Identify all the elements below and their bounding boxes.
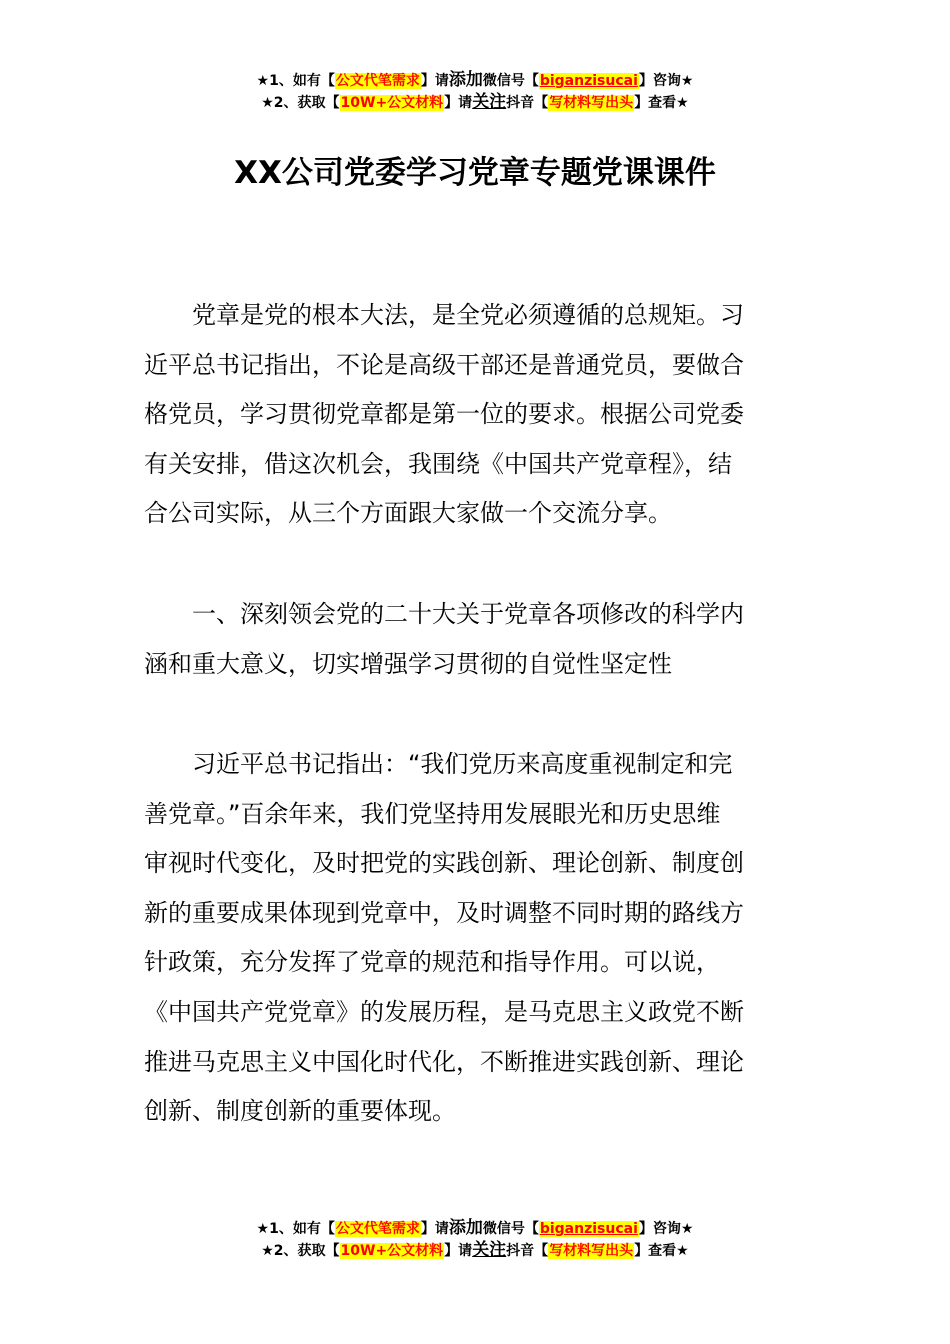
wechat-id-link[interactable]: biganzisucai bbox=[539, 73, 638, 89]
banner-text: ★1、如有【 bbox=[256, 1221, 335, 1237]
text-line: 近平总书记指出，不论是高级干部还是普通党员，要做合 bbox=[144, 350, 744, 379]
banner-text: 微信号【 bbox=[482, 1221, 539, 1237]
wechat-id-link[interactable]: biganzisucai bbox=[539, 1221, 638, 1237]
banner-text: 】咨询★ bbox=[638, 1221, 694, 1237]
banner-text: 抖音【 bbox=[506, 95, 549, 111]
banner-emphasis: 关注 bbox=[472, 92, 507, 112]
text-line: 党章是党的根本大法，是全党必须遵循的总规矩。习 bbox=[144, 301, 744, 329]
text-line: 审视时代变化，及时把党的实践创新、理论创新、制度创 bbox=[144, 849, 744, 878]
banner-text: 】请 bbox=[444, 95, 473, 111]
text-line: 推进马克思主义中国化时代化，不断推进实践创新、理论 bbox=[144, 1047, 744, 1076]
douyin-account: 写材料写出头 bbox=[549, 95, 634, 111]
paragraph-intro bbox=[144, 291, 808, 539]
banner-line-2 bbox=[0, 91, 950, 113]
text-line: 善党章。”百余年来，我们党坚持用发展眼光和历史思维 bbox=[144, 799, 721, 828]
text-line: 合公司实际，从三个方面跟大家做一个交流分享。 bbox=[144, 499, 672, 528]
banner-line-1 bbox=[0, 1217, 950, 1239]
banner-text: 】请 bbox=[444, 1243, 473, 1259]
banner-emphasis: 添加 bbox=[448, 70, 483, 90]
banner-line-1 bbox=[0, 69, 950, 91]
text-line: 习近平总书记指出：“我们党历来高度重视制定和完 bbox=[144, 750, 733, 778]
highlight-service: 公文代笔需求 bbox=[335, 1221, 420, 1237]
banner-text: 】查看★ bbox=[634, 95, 689, 111]
paragraph-body bbox=[144, 740, 808, 1137]
text-line: 新的重要成果体现到党章中，及时调整不同时期的路线方 bbox=[144, 898, 744, 927]
text-line: 格党员，学习贯彻党章都是第一位的要求。根据公司党委 bbox=[144, 400, 744, 429]
highlight-materials: 10W+公文材料 bbox=[340, 95, 444, 111]
text-line: 针政策，充分发挥了党章的规范和指导作用。可以说， bbox=[144, 948, 720, 977]
bottom-banner bbox=[0, 1217, 950, 1261]
text-line: 有关安排，借这次机会，我围绕《中国共产党章程》，结 bbox=[144, 449, 732, 478]
top-banner bbox=[0, 69, 950, 113]
banner-text: ★2、获取【 bbox=[261, 1243, 340, 1259]
document-title: XX公司党委学习党章专题党课课件 bbox=[234, 155, 716, 191]
text-line: 一、深刻领会党的二十大关于党章各项修改的科学内 bbox=[144, 600, 744, 628]
text-line: 涵和重大意义，切实增强学习贯彻的自觉性坚定性 bbox=[144, 649, 672, 678]
text-line: 创新、制度创新的重要体现。 bbox=[144, 1097, 456, 1126]
banner-text: 】请 bbox=[420, 73, 449, 89]
banner-emphasis: 关注 bbox=[472, 1240, 507, 1260]
section-heading-1 bbox=[144, 590, 808, 689]
douyin-account: 写材料写出头 bbox=[549, 1243, 634, 1259]
highlight-materials: 10W+公文材料 bbox=[340, 1243, 444, 1259]
banner-text: 】请 bbox=[420, 1221, 449, 1237]
text-line: 《中国共产党党章》的发展历程，是马克思主义政党不断 bbox=[144, 997, 744, 1026]
banner-text: 】查看★ bbox=[634, 1243, 689, 1259]
highlight-service: 公文代笔需求 bbox=[335, 73, 420, 89]
banner-text: 】咨询★ bbox=[638, 73, 694, 89]
banner-emphasis: 添加 bbox=[448, 1218, 483, 1238]
banner-text: 抖音【 bbox=[506, 1243, 549, 1259]
banner-text: ★2、获取【 bbox=[261, 95, 340, 111]
banner-text: 微信号【 bbox=[482, 73, 539, 89]
banner-text: ★1、如有【 bbox=[256, 73, 335, 89]
banner-line-2 bbox=[0, 1239, 950, 1261]
